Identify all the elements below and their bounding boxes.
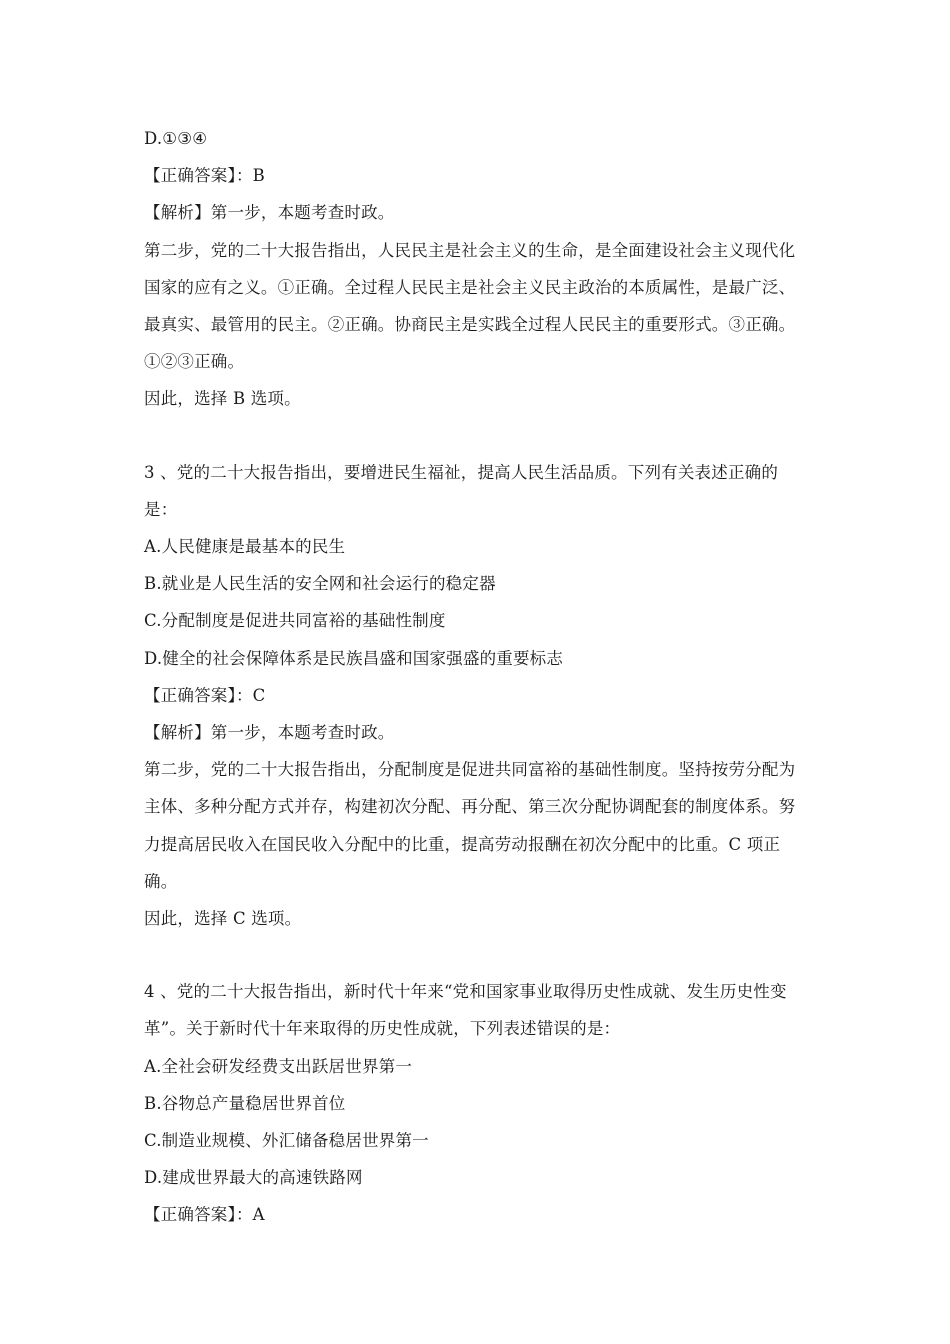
q4-option-d: D.建成世界最大的高速铁路网 — [144, 1168, 363, 1188]
q2-answer: 【正确答案】：B — [144, 166, 265, 186]
section-gap — [144, 418, 816, 454]
q3-stem-line: 3 、党的二十大报告指出，要增进民生福祉，提高人民生活品质。下列有关表述正确的 — [144, 462, 779, 482]
q3-analysis-line: 主体、多种分配方式并存，构建初次分配、再分配、第三次分配协调配套的制度体系。努 — [144, 797, 796, 817]
q2-analysis-line: 第二步，党的二十大报告指出，人民民主是社会主义的生命，是全面建设社会主义现代化 — [144, 240, 796, 260]
q4-option-a: A.全社会研发经费支出跃居世界第一 — [144, 1056, 413, 1076]
q3-option-a: A.人民健康是最基本的民生 — [144, 537, 346, 557]
q2-option-d: D.①③④ — [144, 129, 208, 148]
q2-conclusion: 因此，选择 B 选项。 — [144, 389, 301, 409]
section-gap — [144, 937, 816, 973]
q3-option-b: B.就业是人民生活的安全网和社会运行的稳定器 — [144, 574, 496, 594]
q4-stem-line: 革”。关于新时代十年来取得的历史性成就，下列表述错误的是： — [144, 1019, 621, 1039]
q4-stem-line: 4 、党的二十大报告指出，新时代十年来“党和国家事业取得历史性成就、发生历史性变 — [144, 982, 787, 1002]
q2-analysis-line: 国家的应有之义。①正确。全过程人民民主是社会主义民主政治的本质属性，是最广泛、 — [144, 277, 796, 297]
q3-conclusion: 因此，选择 C 选项。 — [144, 909, 302, 929]
q3-option-d: D.健全的社会保障体系是民族昌盛和国家强盛的重要标志 — [144, 648, 564, 668]
q3-answer: 【正确答案】：C — [144, 685, 266, 705]
q4-option-b: B.谷物总产量稳居世界首位 — [144, 1093, 346, 1113]
q3-option-c: C.分配制度是促进共同富裕的基础性制度 — [144, 611, 446, 631]
q2-analysis-step1: 【解析】第一步，本题考查时政。 — [144, 203, 395, 223]
q3-analysis-line: 第二步，党的二十大报告指出，分配制度是促进共同富裕的基础性制度。坚持按劳分配为 — [144, 760, 796, 780]
q2-analysis-line: 最真实、最管用的民主。②正确。协商民主是实践全过程人民民主的重要形式。③正确。 — [144, 315, 796, 335]
q3-stem-line: 是： — [144, 499, 178, 519]
q3-analysis-line: 力提高居民收入在国民收入分配中的比重，提高劳动报酬在初次分配中的比重。C 项正 — [144, 834, 781, 854]
q3-analysis-line: 确。 — [144, 871, 178, 891]
q3-analysis-step1: 【解析】第一步，本题考查时政。 — [144, 723, 395, 743]
q4-option-c: C.制造业规模、外汇储备稳居世界第一 — [144, 1131, 429, 1151]
q2-analysis-line: ①②③正确。 — [144, 352, 245, 372]
document-page — [144, 120, 816, 1234]
q4-answer: 【正确答案】：A — [144, 1205, 265, 1225]
